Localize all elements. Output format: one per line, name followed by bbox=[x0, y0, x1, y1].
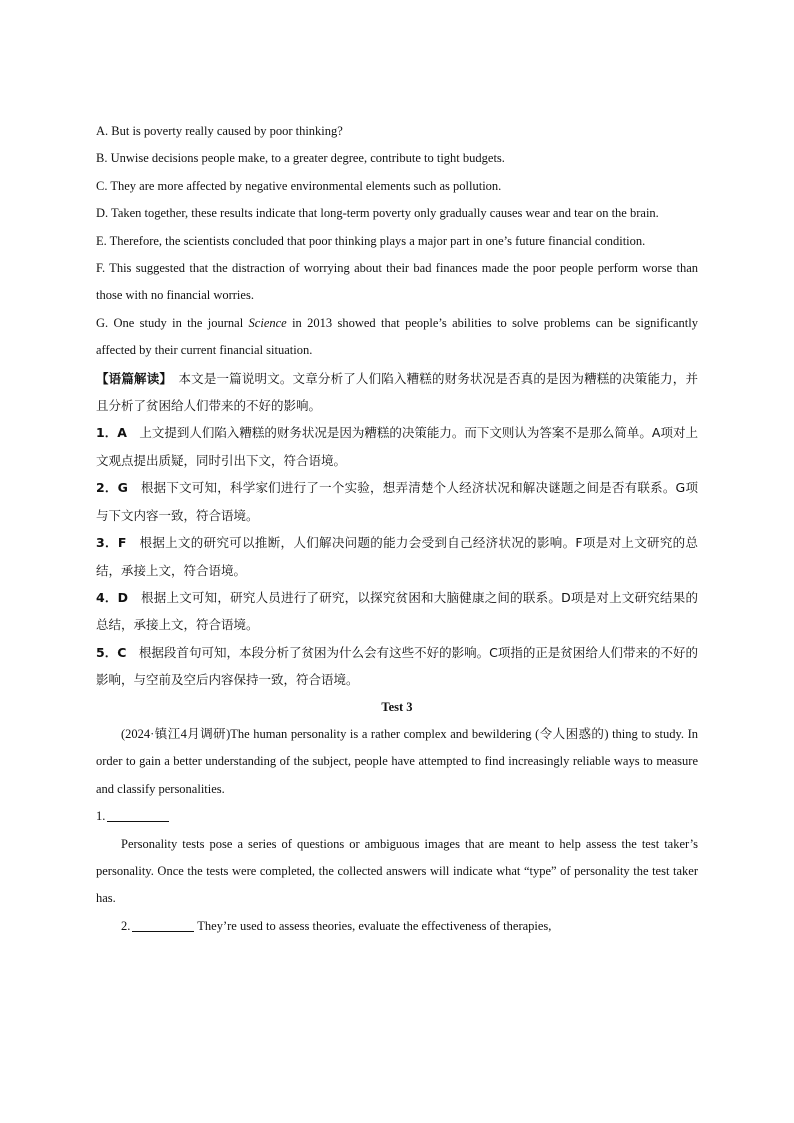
answer-3-text: 根据上文的研究可以推断，人们解决问题的能力会受到自己经济状况的影响。F项是对上文研究的总结，承接上文，符合语境。 bbox=[96, 535, 698, 578]
option-f: F. This suggested that the distraction of worrying about their bad finances made the poor people perform worse than those with no financial worries. bbox=[96, 261, 698, 303]
option-b: B. Unwise decisions people make, to a greater degree, contribute to tight budgets. bbox=[96, 151, 505, 166]
answer-4-label: 4．D bbox=[96, 589, 129, 605]
test-paragraph-1: (2024·镇江4月调研)The human personality is a rather complex and bewildering (令人困惑的) thing to study. In order to gain a better understanding of the subject, people have attempted to find increasingly reliable ways to measure and classify personalities. bbox=[96, 726, 698, 796]
answer-3-label: 3．F bbox=[96, 535, 127, 551]
option-g-before: G. One study in the journal bbox=[96, 315, 249, 330]
answer-4-text: 根据上文可知，研究人员进行了研究，以探究贫困和大脑健康之间的联系。D项是对上文研究结果的总结，承接上文，符合语境。 bbox=[96, 589, 698, 633]
answer-1-label: 1．A bbox=[96, 425, 127, 441]
answer-2-text: 根据下文可知，科学家们进行了一个实验，想弄清楚个人经济状况和解决谜题之间是否有联系。G项与下文内容一致，符合语境。 bbox=[96, 480, 698, 523]
option-g bbox=[96, 310, 698, 365]
blank-2[interactable] bbox=[132, 917, 194, 932]
option-c: C. They are more affected by negative environmental elements such as pollution. bbox=[96, 178, 502, 193]
test-title: Test 3 bbox=[381, 699, 413, 714]
blank-2-label: 2. bbox=[121, 918, 131, 933]
answer-2-label: 2．G bbox=[96, 480, 128, 496]
answer-2 bbox=[96, 474, 698, 529]
test-paragraph-3-text: They’re used to assess theories, evaluate the effectiveness of therapies, bbox=[194, 918, 552, 933]
document-page bbox=[96, 118, 698, 940]
answer-5-label: 5．C bbox=[96, 644, 127, 660]
answer-5-text: 根据段首句可知，本段分析了贫困为什么会有这些不好的影响。C项指的正是贫困给人们带来的不好的影响，与空前及空后内容保持一致，符合语境。 bbox=[96, 644, 698, 688]
blank-1[interactable] bbox=[107, 807, 169, 822]
option-a: A. But is poverty really caused by poor thinking? bbox=[96, 124, 343, 138]
test-paragraph-3 bbox=[96, 913, 698, 940]
answer-1-text: 上文提到人们陷入糟糕的财务状况是因为糟糕的决策能力。而下文则认为答案不是那么简单。A项对上文观点提出质疑，同时引出下文，符合语境。 bbox=[96, 425, 698, 468]
answer-1 bbox=[96, 419, 698, 474]
option-g-after: in 2013 showed that people’s abilities to solve problems can be significantly affected by their current financial situation. bbox=[96, 315, 699, 358]
option-e: E. Therefore, the scientists concluded that poor thinking plays a major part in one’s future financial condition. bbox=[96, 233, 646, 248]
answer-4 bbox=[96, 584, 698, 639]
analysis-text: 本文是一篇说明文。文章分析了人们陷入糟糕的财务状况是否真的是因为糟糕的决策能力，并且分析了贫困给人们带来的不好的影响。 bbox=[96, 370, 698, 414]
option-d: D. Taken together, these results indicate that long-term poverty only gradually causes wear and tear on the brain. bbox=[96, 206, 659, 221]
analysis-heading: 【语篇解读】 bbox=[96, 370, 166, 386]
answer-3 bbox=[96, 529, 698, 584]
option-g-journal: Science bbox=[248, 315, 287, 330]
analysis-paragraph bbox=[96, 365, 698, 420]
blank-1-line bbox=[96, 803, 698, 830]
answer-5 bbox=[96, 639, 698, 694]
blank-1-label: 1. bbox=[96, 809, 106, 824]
test-paragraph-2: Personality tests pose a series of questions or ambiguous images that are meant to help assess the test taker’s personality. Once the tests were completed, the collected answers will indicate what “type” of personality the test taker has. bbox=[96, 836, 698, 906]
